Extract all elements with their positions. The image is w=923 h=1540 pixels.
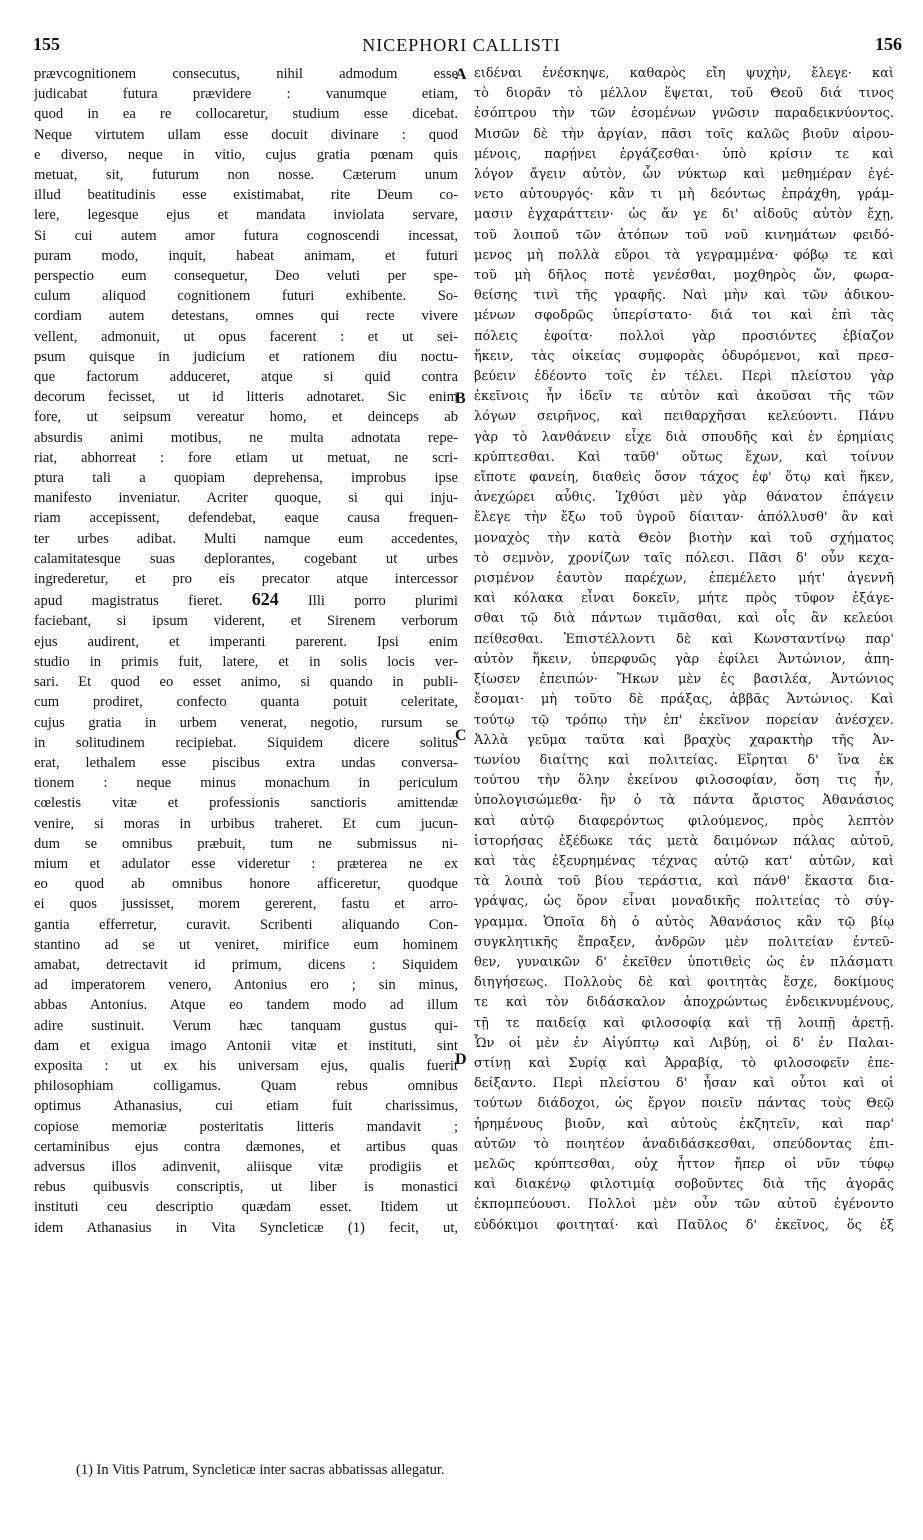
latin-text-line: cordiam autem detestans, omnes qui recte vivere bbox=[34, 308, 458, 325]
greek-text-line: καὶ τὰς ἐξευρημένας τέχνας αὐτῷ κατ' αὐτῶν, καὶ bbox=[474, 853, 894, 869]
greek-text-line: συγκλητικῆς ἔπραξεν, ἀνδρῶν μὲν πολιτείαν ἐντεῦ- bbox=[474, 934, 894, 950]
greek-text-line: Ὧν οἱ μὲν ἐν Αἰγύπτῳ καὶ Λιβύῃ, οἱ δ' ἐν Παλαι- bbox=[474, 1035, 894, 1051]
greek-column bbox=[474, 64, 894, 1454]
latin-text-line: copiose memoriæ posteritatis litteris mandavit ; bbox=[34, 1118, 458, 1135]
latin-text-line: lere, legesque ejus et mandata inviolata servare, bbox=[34, 207, 458, 224]
page-header bbox=[0, 0, 923, 62]
latin-text-line: ei quos jussisset, morem gererent, fastu et arro- bbox=[34, 896, 458, 913]
greek-text-line: τούτῳ τῷ τρόπῳ τὴν ἐπ' ἐκεῖνον πορείαν ἀνέσχεν. bbox=[474, 712, 894, 728]
latin-text-line: vellent, admonuit, ut opus facerent : et ut sei- bbox=[34, 328, 458, 345]
greek-text-line: τῇ τε παιδείᾳ καὶ φιλοσοφίᾳ καὶ τῇ λοιπῇ ἀρετῇ. bbox=[474, 1015, 894, 1031]
greek-text-line: ἥκειν, τὰς οἰκείας συμφορὰς ὀδυρόμενοι, καὶ πρεσ- bbox=[474, 348, 894, 364]
latin-text-line: ejus audirent, et imperanti parerent. Ipsi enim bbox=[34, 633, 458, 650]
greek-text-line: μασιν ἐγχαράττειν· ὡς ἄν γε δι' αἰδοῦς αὐτὸν ἔχῃ, bbox=[474, 207, 894, 223]
latin-text-line: illud beatitudinis esse existimabat, rite Deum co- bbox=[34, 187, 458, 204]
greek-text-line: ἠρημένους βιοῦν, καὶ αὐτοὺς ἐκζητεῖν, καὶ παρ' bbox=[474, 1116, 894, 1132]
greek-text-line: πείθεσθαι. Ἐπιστέλλοντι δὲ καὶ Κωνσταντίνῳ παρ' bbox=[474, 631, 894, 647]
greek-text-line: ἱστορήσας ἐξέδωκε τάς μετὰ δαιμόνων πάλας αὐτοῦ, bbox=[474, 833, 894, 849]
latin-text-line: adversus illos adinvenit, aliisque vitæ prodigiis et bbox=[34, 1158, 458, 1175]
greek-text-line: τε καὶ τὸν διδάσκαλον ἀποχρώντως ἐνδεικνυμένους, bbox=[474, 995, 894, 1011]
greek-text-line: Μισῶν δὲ τὴν ἀργίαν, πᾶσι τοῖς καλῶς βιοῦν αἱρου- bbox=[474, 126, 894, 142]
latin-text-line: rebus quibusvis conscriptis, ut liber is monastici bbox=[34, 1179, 458, 1196]
latin-text-line: idem Athanasius in Vita Syncleticæ (1) fecit, ut, bbox=[34, 1219, 458, 1236]
greek-text-line: αὐτῶν τὸ ποιητέον ἀναδιδάσκεσθαι, σπεύδοντας ἐπι- bbox=[474, 1136, 894, 1152]
latin-text-line: ter urbes adibat. Multi namque eum accedentes, bbox=[34, 530, 458, 547]
greek-text-line: ὑπολογισώμεθα· ἣν ὁ τὰ πάντα ἄριστος Ἀθανάσιος bbox=[474, 793, 894, 809]
latin-text-line: que factorum adduceret, atque si quid contra bbox=[34, 369, 458, 386]
greek-text-line: ἐκπομπεύουσι. Πολλοὶ μὲν οὖν τῶν αὐτοῦ ἐγένοντο bbox=[474, 1197, 894, 1213]
greek-text-line: καὶ κόλακα εἶναι δοκεῖν, μήτε πρὸς τῦφον ἐξάγε- bbox=[474, 591, 894, 607]
latin-text-line: perspectio eum consequetur, Deo veluti per spe- bbox=[34, 268, 458, 285]
greek-text-line: αὐτὸν ἥκειν, ὑπερφυῶς γὰρ ἐφίλει Ἀντώνιον, ἀπη- bbox=[474, 651, 894, 667]
latin-text-line: judicabat futura prævidere : vanumque etiam, bbox=[34, 86, 458, 103]
latin-text-line: venire, si moras in urbibus traheret. Et cum jucun- bbox=[34, 815, 458, 832]
latin-text-line: absurdis animi motibus, ne multa adnotata repe- bbox=[34, 429, 458, 446]
greek-text-line: τοῦ λοιποῦ τῶν ἀτόπων τοῦ νοῦ κινημάτων φειδό- bbox=[474, 227, 894, 243]
running-title: NICEPHORI CALLISTI bbox=[362, 35, 561, 55]
page-number-left: 155 bbox=[33, 34, 60, 54]
latin-text-line: decorum fecisset, ut id litteris adnotaret. Sic enim bbox=[34, 389, 458, 406]
latin-text-line: sari. Et quod eo esset animo, si quando in publi- bbox=[34, 674, 458, 691]
latin-text-line: metuat, sit, futurum non nosse. Cæterum unum bbox=[34, 167, 458, 184]
latin-text-line: calamitatesque suas deplorantes, cogebant ut urbes bbox=[34, 550, 458, 567]
latin-text-line: certaminibus ejus contra dæmones, et artibus quas bbox=[34, 1138, 458, 1155]
greek-text-line: λόγων σειρῆνος, καὶ πειθαρχῆσαι κελεύοντι. Πάνυ bbox=[474, 409, 894, 425]
greek-text-line: ρισμένον ἑαυτὸν παρέχων, ἐπεμέλετο μήτ' ἀγεννῆ bbox=[474, 571, 894, 587]
latin-text-line: psum quisque in judicium et rationem diu noctu- bbox=[34, 348, 458, 365]
latin-text-line: philosophiam colligamus. Quam rebus omnibus bbox=[34, 1078, 458, 1095]
latin-text-line: tionem : neque minus monachum in periculum bbox=[34, 775, 458, 792]
greek-text-line: δείξαντο. Περὶ πλείστου δ' ἦσαν καὶ οὗτοι καὶ οἱ bbox=[474, 1076, 894, 1092]
greek-text-line: καὶ αὐτῷ διαφερόντως φιλούμενος, πρὸς λεπτὸν bbox=[474, 813, 894, 829]
latin-text-line: mium et adulator esse videretur : præterea ne ex bbox=[34, 855, 458, 872]
greek-text-line: εὐδόκιμοι φοιτηταί· καὶ Παῦλος δ' ἐκεῖνος, ὅς ἐξ bbox=[474, 1217, 894, 1233]
latin-text-line: cujus gratia in urbem venerat, negotio, rursum se bbox=[34, 714, 458, 731]
latin-text-line: ad imperatorem venero, Antonius ero ; sin minus, bbox=[34, 977, 458, 994]
greek-text-line: νετο αὐτουργός· κἂν τι μὴ δεόντως ἐπράχθη, γράμ- bbox=[474, 187, 894, 203]
latin-text-line: abbas Antonius. Atque eo tandem modo ad illum bbox=[34, 997, 458, 1014]
greek-text-line: μοναχὸς τὴν κατὰ Θεὸν βιοτὴν καὶ τοῦ σχήματος bbox=[474, 530, 894, 546]
greek-text-line: τούτου τὴν ὅλην ἐκείνου φιλοσοφίαν, ὅση τις ἦν, bbox=[474, 773, 894, 789]
latin-text-line: stantino ad se ut veniret, mirifice eum hominem bbox=[34, 936, 458, 953]
greek-text-line: γραμμα. Ὁποῖα δὴ ὁ αὐτὸς Ἀθανάσιος κἂν τῷ βίῳ bbox=[474, 914, 894, 930]
greek-text-line: τὸ σεμνὸν, χρονίζων ταῖς πόλεσι. Πᾶσι δ' οὖν κεχα- bbox=[474, 550, 894, 566]
latin-text-line: riam accepissent, defendebat, eaque causa frequen- bbox=[34, 510, 458, 527]
latin-text-line: exposita : ut ex his universam ejus, qualis fuerit bbox=[34, 1057, 458, 1074]
latin-text-line: in solitudinem recipiebat. Siquidem dicere solitus bbox=[34, 734, 458, 751]
greek-text-line: τωνίου διαίτης καὶ πολιτείας. Εἴρηται δ' ἵνα ἐκ bbox=[474, 752, 894, 768]
latin-text-line: culum aliquod cognitionem futuri exhibente. So- bbox=[34, 288, 458, 305]
greek-text-line: ειδέναι ἐνέσκηψε, καθαρὸς εἴη ψυχὴν, ἔλεγε· καὶ bbox=[474, 66, 894, 81]
latin-text-line: cum prodiret, confecto quanta potuit celeritate, bbox=[34, 694, 458, 711]
margin-letter-c: C bbox=[455, 727, 467, 744]
inline-page-reference: 624 bbox=[251, 589, 279, 610]
greek-text-line: διηγήσεως. Πολλοὺς δὲ καὶ φοιτητὰς ἔσχε, δοκίμους bbox=[474, 975, 894, 991]
latin-text-line: quod in ea re collocaretur, studium esse dicebat. bbox=[34, 106, 458, 123]
latin-text-line: adire sustinuit. Verum hæc tanquam gustus qui- bbox=[34, 1017, 458, 1034]
greek-text-line: θείσης τινὶ τῆς γραφῆς. Ναὶ μὴν καὶ τῶν ἀδικου- bbox=[474, 288, 894, 304]
latin-text-line: erat, lethalem esse piscibus extra undas conversa- bbox=[34, 754, 458, 771]
greek-text-line: τοῦ μὴ δῆλος ποτὲ γενέσθαι, μοχθηρὸς ὤν, φωρα- bbox=[474, 268, 894, 284]
greek-text-line: ἔλεγε τὴν ἔξω τοῦ ὑγροῦ δίαιταν· ἀπόλλυσθ' ἂν καὶ bbox=[474, 510, 894, 526]
latin-text-line: Neque virtutem ullam esse docuit divinare : quod bbox=[34, 126, 458, 143]
greek-text-line: μελῶς κρύπτεσθαι, οὐχ ἧττον ἤπερ οἱ νῦν τύφῳ bbox=[474, 1156, 894, 1172]
greek-text-line: καὶ διακένῳ φιλοτιμίᾳ σοβοῦντες διὰ τῆς ἀγορᾶς bbox=[474, 1177, 894, 1193]
greek-text-line: ξίωσεν ἐπειπών· Ἥκων μὲν ἐς βασιλέα, Ἀντώνιος bbox=[474, 672, 894, 688]
greek-text-line: στίνῃ καὶ Συρίᾳ καὶ Ἀρραβίᾳ, τὸ φιλοσοφεῖν ἐπε- bbox=[474, 1055, 894, 1071]
latin-text-line: studio in primis fuit, latere, et in solis locis ver- bbox=[34, 653, 458, 670]
greek-text-line: ἐκεῖνοις ἦν ἰδεῖν τε αὐτὸν καὶ ἀκοῦσαι τῆς τῶν bbox=[474, 389, 894, 405]
latin-text-line: prævcognitionem consecutus, nihil admodum esse bbox=[34, 66, 458, 82]
greek-text-line: Ἀλλὰ γεῦμα ταῦτα καὶ βραχὺς χαρακτὴρ τῆς Ἀν- bbox=[474, 732, 894, 748]
greek-text-line: θεν, γυναικῶν δ' ἐκεῖθεν ὑποτιθεὶς ὡς ἐν πλάσματι bbox=[474, 954, 894, 970]
greek-text-line: ἐσόπτρου τὴν τῶν ἐσομένων γνῶσιν παραδεικνύοντος. bbox=[474, 106, 894, 122]
latin-text-line: amabat, detrectavit id primum, dicens : Siquidem bbox=[34, 956, 458, 973]
greek-text-line: λόγον ἄγειν αὐτὸν, ὧν νύκτωρ καὶ μεθημέραν ἐγέ- bbox=[474, 167, 894, 183]
latin-text-line: ingrederetur, et pro eis precator atque intercessor bbox=[34, 571, 458, 588]
greek-text-line: τὸ διορᾶν τὸ μέλλον ἕψεται, τοῦ Θεοῦ διά τινος bbox=[474, 86, 894, 102]
greek-text-line: κρύπτεσθαι. Καὶ ταῦθ' οὕτως ἔχων, καὶ τοίνυν bbox=[474, 449, 894, 465]
latin-text-line: riat, abhorreat : fore etiam ut metuat, ne scri- bbox=[34, 449, 458, 466]
latin-text-line: dum se omnibus præbuit, tum ne submissus ni- bbox=[34, 835, 458, 852]
greek-text-line: μενος μὴ πολλὰ εὕροι τὰ γεγραμμένα· φόβῳ τε καὶ bbox=[474, 247, 894, 263]
greek-text-line: γράψας, ὡς ὅρον εἶναι μοναδικῆς πολιτείας τὸ σύγ- bbox=[474, 894, 894, 910]
latin-text-line: gantia efferretur, curavit. Scribenti aliquando Con- bbox=[34, 916, 458, 933]
latin-text-line: manifesto inveniatur. Acriter quoque, si qui inju- bbox=[34, 490, 458, 507]
latin-text-line: apud magistratus fieret. 624 Illi porro plurimi bbox=[34, 589, 458, 610]
footnote: (1) In Vitis Patrum, Syncleticæ inter sacras abbatissas allegatur. bbox=[76, 1462, 445, 1478]
greek-text-line: τὰ λοιπὰ τοῦ βίου τεράστια, καὶ πάνθ' ἕκαστα δια- bbox=[474, 874, 894, 890]
greek-text-line: εἴποτε φανείη, διαθεὶς ὅσον τάχος ἐφ' ὅτῳ καὶ ἥκεν, bbox=[474, 470, 894, 486]
latin-text-line: optimus Athanasius, cui etiam fuit charissimus, bbox=[34, 1098, 458, 1115]
latin-text-line: cœlestis vitæ et professionis sanctioris amittendæ bbox=[34, 795, 458, 812]
latin-text-line: fore, ut seipsum vereatur homo, et deinceps ab bbox=[34, 409, 458, 426]
page-number-right: 156 bbox=[875, 34, 902, 54]
greek-text-line: μένων σφοδρῶς ὑπερίστατο· διά τοι καὶ ἐπὶ τὰς bbox=[474, 308, 894, 324]
greek-text-line: μένοις, παρῄνει ἐργάζεσθαι· ὑπὸ κρίσιν τε καὶ bbox=[474, 146, 894, 162]
latin-text-line: puram modo, inquit, habeat animam, et futuri bbox=[34, 247, 458, 264]
greek-text-line: ἔσομαι· μὴ τοῦτο δὲ πράξας, ἀββᾶς Ἀντώνιος. Καὶ bbox=[474, 692, 894, 708]
latin-text-line: Si cui autem amor futura cognoscendi incessat, bbox=[34, 227, 458, 244]
greek-text-line: ἀνεχώρει αὖθις. Ἰχθύσι μὲν γὰρ θάνατον ἐπάγειν bbox=[474, 490, 894, 506]
greek-text-line: πόλεις ἐφοίτα· πολλοὶ γὰρ προσιόντες ἐβίαζον bbox=[474, 328, 894, 344]
margin-letter-d: D bbox=[455, 1051, 467, 1068]
greek-text-line: βεύειν ἐδέοντο τοῖς ἐν τέλει. Περὶ πλείστου γὰρ bbox=[474, 369, 894, 385]
latin-text-line: instituti ceu descriptio quædam esset. Itidem ut bbox=[34, 1199, 458, 1216]
margin-letter-b: B bbox=[455, 390, 466, 407]
margin-letter-a: A bbox=[455, 66, 467, 83]
greek-text-line: γὰρ τὸ λανθάνειν εἶχε διὰ σπουδῆς καὶ ἐν ἐρημίαις bbox=[474, 429, 894, 445]
latin-text-line: faciebant, si ipsum viderent, et Sirenem verborum bbox=[34, 613, 458, 630]
greek-text-line: τούτων διάδοχοι, ὡς ἔργον ποιεῖν πάντας τοὺς Θεῷ bbox=[474, 1096, 894, 1112]
latin-text-line: e diverso, neque in vitio, cujus gratia pœnam quis bbox=[34, 146, 458, 163]
greek-text-line: σθαι τῷ διὰ πάντων τιμᾶσθαι, καὶ οἷς ἂν κελεύοι bbox=[474, 611, 894, 627]
latin-column bbox=[34, 64, 458, 1454]
latin-text-line: ptura tali a quopiam deprehensa, improbus ipse bbox=[34, 470, 458, 487]
latin-text-line: dam et exigua imago Antonii vitæ et instituti, sint bbox=[34, 1037, 458, 1054]
latin-text-line: eo quod ab omnibus honore afficeretur, quodque bbox=[34, 876, 458, 893]
